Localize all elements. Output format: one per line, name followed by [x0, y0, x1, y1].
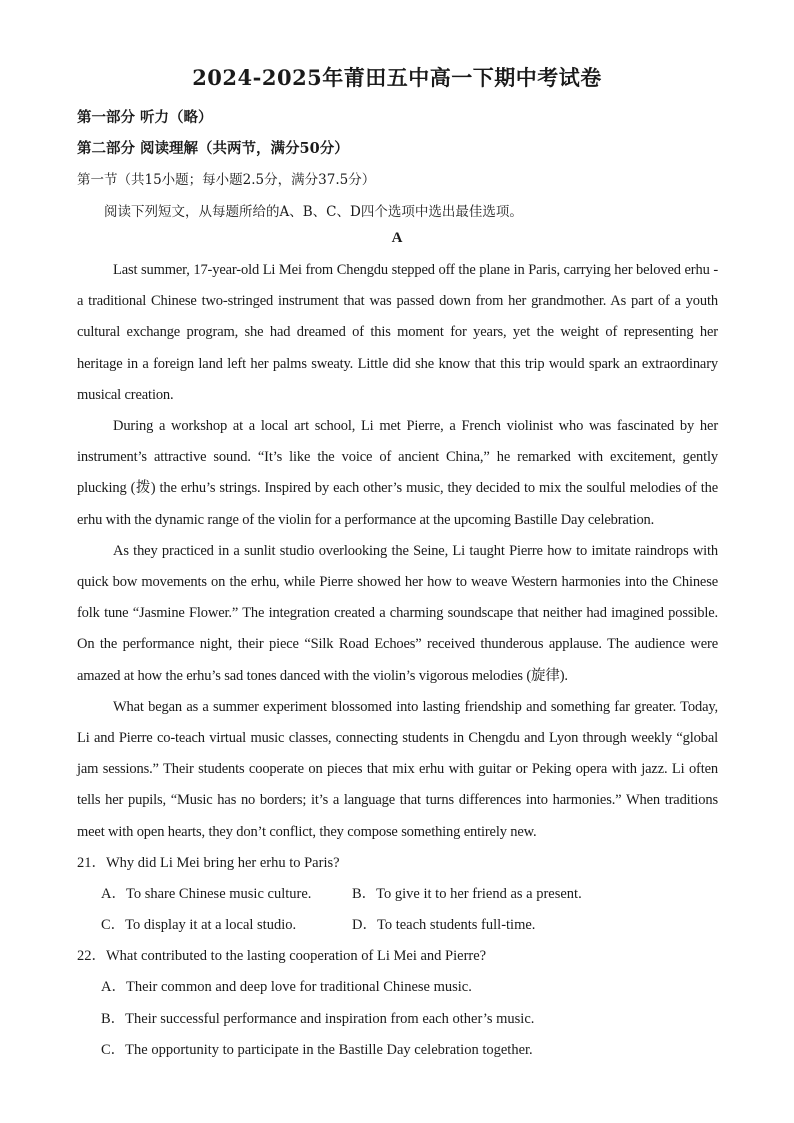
question-22-option-a: A．Their common and deep love for traditional Chinese music.: [101, 979, 472, 995]
question-22-option-c: C．The opportunity to participate in the Bastille Day celebration together.: [101, 1042, 533, 1058]
passage-paragraph-3: As they practiced in a sunlit studio overlooking the Seine, Li taught Pierre how to imitate raindrops with quick bow movements on the erhu, while Pierre showed her how to weave Western harmonies into the Chinese folk tune “Jasmine Flower.” The integration created a charming soundscape that neither had imagined possible. On the performance night, their piece “Silk Road Echoes” received thunderous applause. The audience were amazed at how the erhu’s sad tones danced with the violin’s vigorous melodies (旋律).: [77, 542, 718, 684]
question-21-option-b: B．To give it to her friend as a present.: [352, 886, 582, 902]
passage-paragraph-2: During a workshop at a local art school, Li met Pierre, a French violinist who was fascinated by her instrument’s attractive sound. “It’s like the voice of ancient China,” he remarked with excitement, gently plucking (拨) the erhu’s strings. Inspired by each other’s music, they decided to mix the soulful melodies of the erhu with the dynamic range of the violin for a performance at the upcoming Bastille Day celebration.: [77, 418, 718, 528]
question-22-option-b: B．Their successful performance and inspiration from each other’s music.: [101, 1011, 535, 1027]
passage-paragraph-4: What began as a summer experiment blossomed into lasting friendship and something far greater. Today, Li and Pierre co-teach virtual music classes, connecting students in Chengdu and Lyon through weekly “global jam sessions.” Their students cooperate on pieces that mix erhu with guitar or Peking opera with jazz. Li often tells her pupils, “Music has no borders; it’s a language that turns differences into harmonies.” When traditions meet with open hearts, they don’t conflict, they compose something entirely new.: [77, 698, 718, 840]
question-21-option-c: C．To display it at a local studio.: [101, 917, 297, 933]
part2-heading: 第二部分 阅读理解（共两节，满分50分）: [77, 140, 349, 157]
passage-label: A: [391, 230, 403, 246]
reading-passage: [77, 255, 718, 848]
question-21-option-a: A．To share Chinese music culture.: [101, 886, 312, 902]
instruction-text: 阅读下列短文，从每题所给的A、B、C、D四个选项中选出最佳选项。: [104, 204, 523, 220]
question-21-stem: 21．Why did Li Mei bring her erhu to Paris?: [77, 855, 340, 871]
passage-paragraph-1: Last summer, 17-year-old Li Mei from Chengdu stepped off the plane in Paris, carrying her beloved erhu - a traditional Chinese two-stringed instrument that was passed down from her grandmother. As part of a youth cultural exchange program, she had dreamed of this moment for years, yet the weight of representing her heritage in a foreign land left her palms sweaty. Little did she know that this trip would spark an extraordinary musical creation.: [77, 262, 718, 403]
part1-heading: 第一部分 听力（略）: [77, 109, 213, 126]
section1-heading: 第一节（共15小题；每小题2.5分，满分37.5分）: [77, 172, 376, 188]
question-21-option-d: D．To teach students full-time.: [352, 917, 536, 933]
exam-title: 2024-2025年莆田五中高一下期中考试卷: [192, 65, 602, 90]
question-22-stem: 22．What contributed to the lasting cooperation of Li Mei and Pierre?: [77, 948, 487, 964]
